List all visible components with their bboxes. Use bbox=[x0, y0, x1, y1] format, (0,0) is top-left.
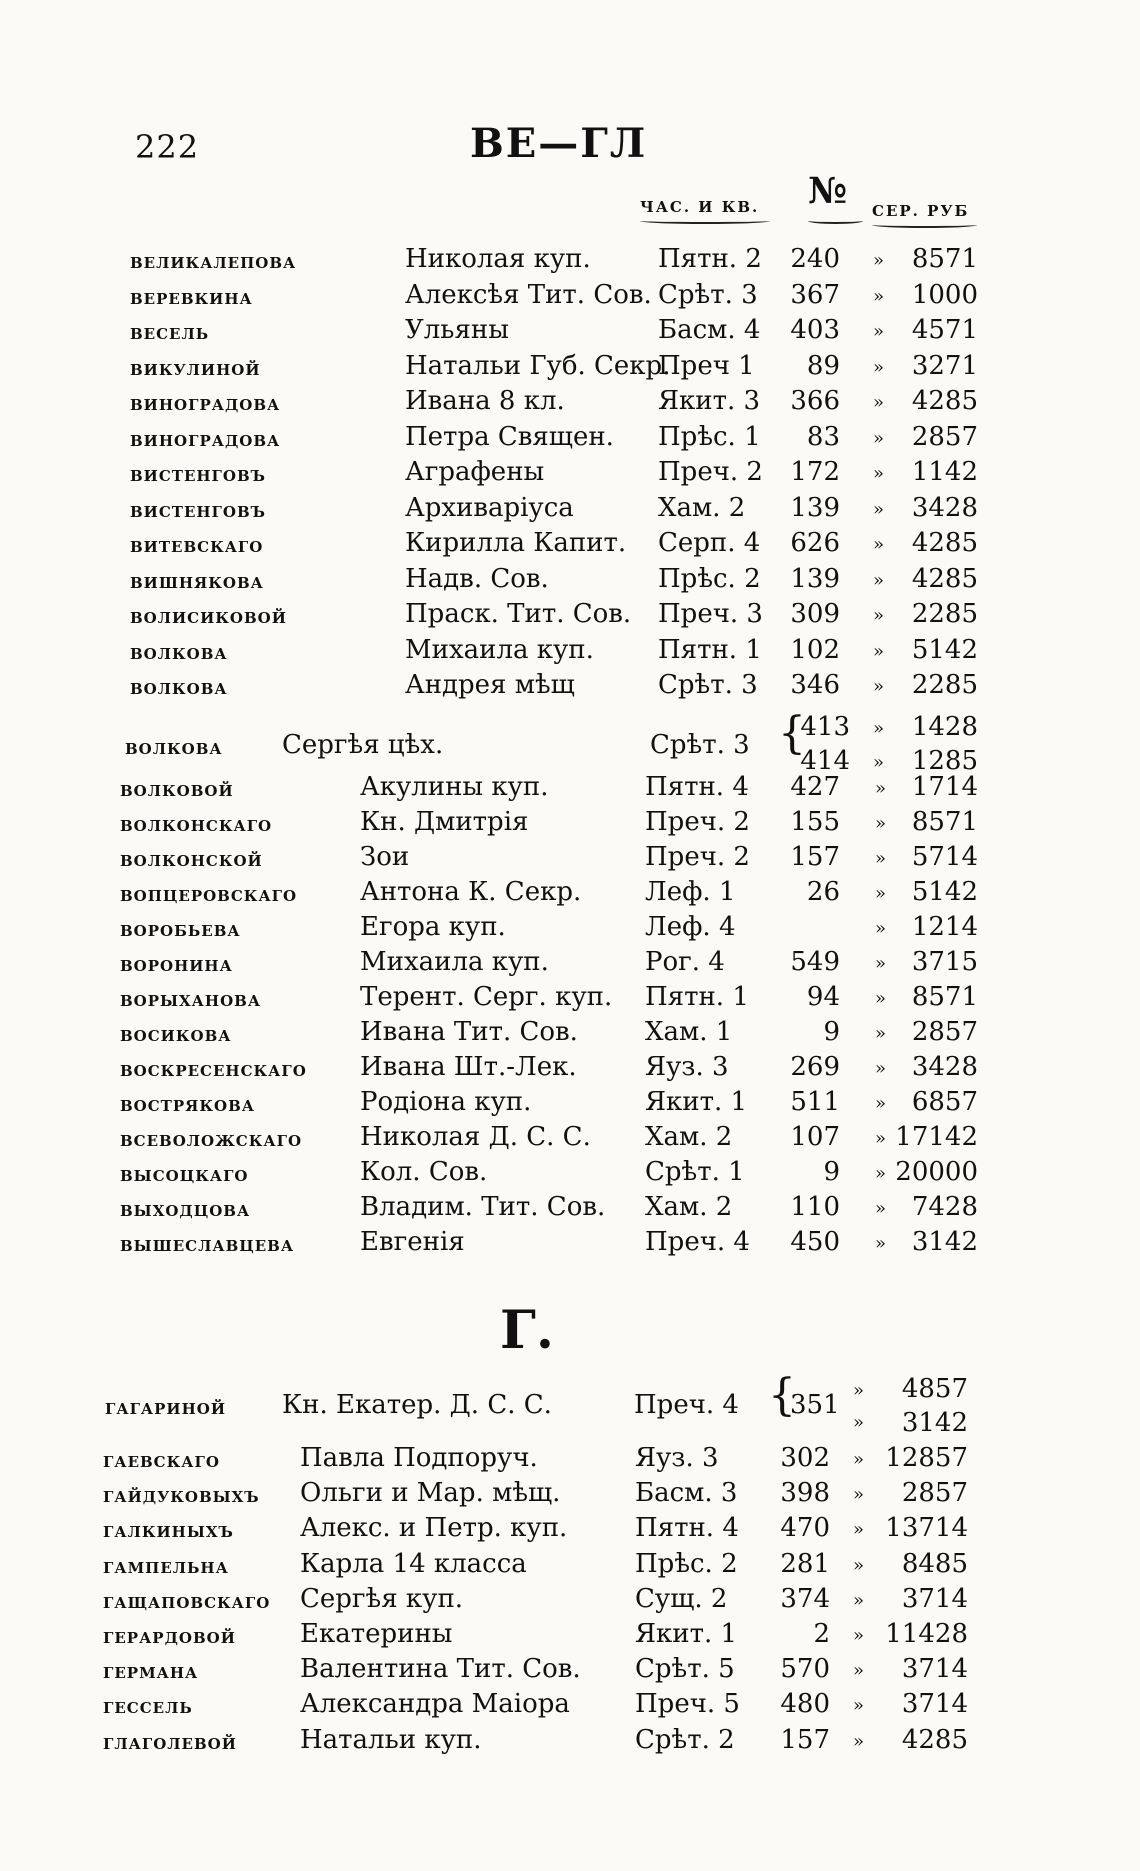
header-brace bbox=[808, 218, 863, 224]
list-item bbox=[0, 493, 1140, 527]
entry-given: Николая куп. bbox=[405, 244, 591, 274]
entry-number: 626 bbox=[790, 528, 840, 558]
entry-number: 374 bbox=[780, 1583, 830, 1614]
entry-surname: веревкина bbox=[130, 283, 253, 310]
entry-amount: 3271 bbox=[911, 350, 978, 381]
entry-number: 351 bbox=[790, 1390, 840, 1420]
entry-part: Хам. 2 bbox=[658, 492, 746, 523]
entry-part: Срѣт. 3 bbox=[658, 279, 758, 310]
entry-amount: 3714 bbox=[901, 1583, 968, 1614]
entry-amount: 13714 bbox=[885, 1513, 968, 1544]
entry-amount: 3714 bbox=[901, 1689, 968, 1720]
entry-given: Владим. Тит. Сов. bbox=[360, 1192, 606, 1222]
entry-surname: галкиныхъ bbox=[103, 1517, 234, 1544]
entry-surname: виноградова bbox=[130, 425, 281, 452]
entry-amount: 1285 bbox=[911, 746, 978, 776]
ditto-mark: » bbox=[853, 1519, 865, 1541]
page-number: 222 bbox=[135, 128, 200, 166]
ditto-mark: » bbox=[873, 356, 885, 378]
ditto-mark: » bbox=[875, 1058, 887, 1079]
entry-number: 102 bbox=[790, 634, 840, 665]
entry-number: 269 bbox=[790, 1052, 840, 1082]
entry-given: Акулины куп. bbox=[360, 772, 549, 802]
entry-given: Родіона куп. bbox=[360, 1087, 532, 1117]
entry-amount: 6857 bbox=[911, 1087, 978, 1117]
column-header-part: ЧАС. И КВ. bbox=[640, 198, 760, 216]
entry-given: Сергѣя цѣх. bbox=[282, 730, 444, 760]
ditto-mark: » bbox=[875, 918, 887, 939]
entry-surname: великалепова bbox=[130, 248, 297, 274]
entry-given: Кн. Екатер. Д. С. С. bbox=[282, 1390, 552, 1420]
list-item bbox=[0, 422, 1140, 456]
entry-number: 9 bbox=[823, 1017, 840, 1047]
entry-surname: виноградова bbox=[130, 390, 281, 416]
entry-number: 480 bbox=[780, 1689, 830, 1720]
entry-part: Хам. 2 bbox=[645, 1122, 733, 1152]
list-item bbox=[0, 982, 1140, 1016]
entry-part: Преч. 2 bbox=[658, 457, 763, 487]
entry-number: 9 bbox=[823, 1157, 840, 1187]
entry-amount: 1428 bbox=[911, 712, 978, 742]
entry-surname: викулиной bbox=[130, 354, 261, 381]
entry-number: 450 bbox=[790, 1227, 840, 1257]
list-item bbox=[0, 244, 1140, 278]
ditto-mark: » bbox=[853, 1660, 865, 1682]
entry-given: Петра Священ. bbox=[405, 421, 614, 452]
entry-surname: выходцова bbox=[120, 1196, 251, 1222]
ditto-mark: » bbox=[853, 1380, 865, 1401]
ditto-mark: » bbox=[873, 321, 885, 342]
entry-given: Николая Д. С. С. bbox=[360, 1122, 591, 1152]
entry-amount: 17142 bbox=[895, 1122, 978, 1152]
entry-number: 2 bbox=[813, 1619, 830, 1649]
entry-part: Преч. 5 bbox=[635, 1689, 740, 1720]
ditto-mark: » bbox=[875, 953, 887, 974]
entry-number: 89 bbox=[806, 350, 840, 381]
entry-amount: 2857 bbox=[901, 1478, 968, 1509]
ditto-mark: » bbox=[873, 752, 885, 773]
entry-part: Яуз. 3 bbox=[645, 1052, 729, 1082]
entry-number: 26 bbox=[806, 877, 840, 907]
entry-given: Андрея мѣщ bbox=[405, 670, 575, 700]
entry-number: 240 bbox=[790, 244, 840, 274]
list-item bbox=[0, 1192, 1140, 1226]
entry-part: Прѣс. 2 bbox=[635, 1548, 738, 1579]
entry-surname: гаевскаго bbox=[103, 1447, 220, 1473]
entry-amount: 2857 bbox=[911, 1017, 978, 1047]
ditto-mark: » bbox=[873, 640, 885, 662]
brace-mark: { bbox=[778, 708, 806, 759]
entry-part: Пятн. 2 bbox=[658, 244, 762, 274]
entry-given: Антона К. Секр. bbox=[360, 877, 582, 907]
entry-part: Преч. 2 bbox=[645, 807, 750, 837]
entry-number: 398 bbox=[780, 1478, 830, 1509]
entry-part: Преч. 2 bbox=[645, 842, 750, 872]
ditto-mark: » bbox=[875, 1163, 887, 1184]
entry-part: Срѣт. 3 bbox=[650, 730, 750, 760]
entry-amount: 12857 bbox=[885, 1443, 968, 1473]
ditto-mark: » bbox=[853, 1695, 865, 1717]
ditto-mark: » bbox=[853, 1554, 865, 1576]
list-item bbox=[0, 1443, 1140, 1477]
list-item bbox=[0, 280, 1140, 314]
entry-surname: воронина bbox=[120, 951, 233, 977]
entry-number: 346 bbox=[790, 670, 840, 700]
list-item bbox=[0, 386, 1140, 420]
entry-part: Серп. 4 bbox=[658, 528, 761, 558]
entry-surname: вопцеровскаго bbox=[120, 881, 298, 907]
list-item bbox=[0, 1689, 1140, 1723]
list-item bbox=[0, 1619, 1140, 1653]
entry-part: Пятн. 1 bbox=[645, 982, 749, 1012]
list-item bbox=[0, 807, 1140, 841]
entry-surname: волконскаго bbox=[120, 811, 273, 837]
entry-given: Натальи Губ. Секр. bbox=[405, 350, 671, 381]
entry-surname: витевскаго bbox=[130, 532, 264, 558]
entry-surname: волковой bbox=[120, 776, 234, 802]
entry-surname: вышеславцева bbox=[120, 1231, 295, 1257]
entry-amount: 5142 bbox=[911, 877, 978, 907]
entry-amount: 3428 bbox=[911, 1052, 978, 1082]
entry-amount: 5714 bbox=[911, 842, 978, 872]
entry-given: Сергѣя куп. bbox=[300, 1583, 464, 1614]
entry-part: Яуз. 3 bbox=[635, 1443, 719, 1473]
list-item bbox=[0, 564, 1140, 598]
entry-number: 157 bbox=[790, 842, 840, 872]
ditto-mark: » bbox=[853, 1730, 865, 1752]
entry-part: Якит. 3 bbox=[658, 386, 761, 416]
entry-amount: 20000 bbox=[895, 1157, 978, 1187]
entry-part: Пятн. 4 bbox=[635, 1513, 739, 1544]
entry-number: 172 bbox=[790, 457, 840, 487]
entry-number: 83 bbox=[806, 421, 840, 452]
list-item bbox=[0, 772, 1140, 806]
entry-given: Надв. Сов. bbox=[405, 563, 549, 594]
entry-amount: 3714 bbox=[901, 1654, 968, 1685]
entry-number: 511 bbox=[790, 1087, 840, 1117]
entry-surname: волкова bbox=[125, 734, 223, 760]
entry-part: Леф. 1 bbox=[645, 877, 736, 907]
ditto-mark: » bbox=[873, 463, 885, 484]
column-header-number: № bbox=[808, 170, 848, 212]
entry-part: Преч 1 bbox=[658, 350, 755, 381]
ditto-mark: » bbox=[875, 813, 887, 834]
list-item bbox=[0, 1052, 1140, 1086]
entry-surname: гагариной bbox=[105, 1394, 227, 1420]
ditto-mark: » bbox=[853, 1625, 865, 1646]
entry-number: 570 bbox=[780, 1654, 830, 1685]
list-item bbox=[0, 1017, 1140, 1051]
entry-amount: 1142 bbox=[911, 457, 978, 487]
entry-given: Егора куп. bbox=[360, 912, 506, 942]
entry-number: 403 bbox=[790, 315, 840, 345]
entry-given: Терент. Серг. куп. bbox=[360, 982, 613, 1012]
ditto-mark: » bbox=[853, 1412, 865, 1433]
ditto-mark: » bbox=[875, 1023, 887, 1044]
ditto-mark: » bbox=[873, 605, 885, 626]
entry-given: Натальи куп. bbox=[300, 1724, 482, 1755]
entry-part: Срѣт. 5 bbox=[635, 1654, 735, 1685]
list-item bbox=[0, 351, 1140, 385]
ditto-mark: » bbox=[873, 718, 885, 739]
entry-number: 414 bbox=[800, 746, 850, 776]
list-item bbox=[0, 1584, 1140, 1618]
entry-part: Срѣт. 2 bbox=[635, 1724, 735, 1755]
brace-mark: { bbox=[768, 1370, 796, 1421]
ditto-mark: » bbox=[873, 285, 885, 307]
list-item bbox=[0, 1087, 1140, 1121]
entry-part: Пятн. 1 bbox=[658, 634, 762, 665]
list-item bbox=[0, 528, 1140, 562]
list-item bbox=[0, 1549, 1140, 1583]
entry-amount: 8571 bbox=[911, 982, 978, 1012]
entry-part: Якит. 1 bbox=[645, 1087, 748, 1117]
entry-surname: вистенговъ bbox=[130, 496, 267, 523]
entry-surname: волкова bbox=[130, 638, 228, 665]
ditto-mark: » bbox=[873, 250, 885, 271]
entry-given: Михаила куп. bbox=[405, 634, 594, 665]
entry-surname: ворыханова bbox=[120, 986, 262, 1012]
entry-given: Кирилла Капит. bbox=[405, 528, 627, 558]
entry-surname: волконской bbox=[120, 846, 263, 872]
entry-number: 110 bbox=[790, 1192, 840, 1222]
list-item bbox=[0, 457, 1140, 491]
entry-amount: 4285 bbox=[911, 528, 978, 558]
entry-part: Прѣс. 2 bbox=[658, 563, 761, 594]
entry-number: 139 bbox=[790, 492, 840, 523]
entry-amount: 3715 bbox=[911, 947, 978, 977]
entry-given: Ивана Тит. Сов. bbox=[360, 1017, 578, 1047]
entry-amount: 4285 bbox=[911, 386, 978, 416]
list-item bbox=[0, 1725, 1140, 1759]
entry-amount: 7428 bbox=[911, 1192, 978, 1222]
entry-surname: глаголевой bbox=[103, 1728, 237, 1755]
entry-given: Валентина Тит. Сов. bbox=[300, 1654, 581, 1685]
entry-given: Евгенія bbox=[360, 1227, 465, 1257]
entry-amount: 2285 bbox=[911, 599, 978, 629]
running-head: ВЕ—ГЛ bbox=[470, 120, 648, 167]
entry-part: Якит. 1 bbox=[635, 1619, 738, 1649]
entry-given: Праск. Тит. Сов. bbox=[405, 599, 632, 629]
entry-part: Пятн. 4 bbox=[645, 772, 749, 802]
entry-number: 157 bbox=[780, 1724, 830, 1755]
entry-amount: 11428 bbox=[885, 1619, 968, 1649]
entry-surname: весель bbox=[130, 319, 210, 345]
entry-given: Павла Подпоруч. bbox=[300, 1443, 538, 1473]
entry-number: 107 bbox=[790, 1122, 840, 1152]
entry-amount: 4571 bbox=[911, 315, 978, 345]
ditto-mark: » bbox=[873, 569, 885, 591]
entry-surname: гащаповскаго bbox=[103, 1587, 271, 1614]
entry-part: Басм. 3 bbox=[635, 1478, 738, 1509]
entry-number: 413 bbox=[800, 712, 850, 742]
list-item bbox=[0, 1122, 1140, 1156]
entry-given: Кн. Дмитрія bbox=[360, 807, 529, 837]
list-item bbox=[0, 842, 1140, 876]
entry-given: Кол. Сов. bbox=[360, 1157, 488, 1187]
entry-amount: 1000 bbox=[911, 279, 978, 310]
ditto-mark: » bbox=[875, 778, 887, 799]
entry-given: Архиваріуса bbox=[405, 492, 574, 523]
entry-amount: 8485 bbox=[901, 1548, 968, 1579]
entry-part: Сущ. 2 bbox=[635, 1583, 728, 1614]
entry-surname: вишнякова bbox=[130, 567, 264, 594]
list-item bbox=[0, 1513, 1140, 1547]
entry-surname: волкова bbox=[130, 674, 228, 700]
entry-part: Прѣс. 1 bbox=[658, 421, 761, 452]
entry-number: 549 bbox=[790, 947, 840, 977]
entry-part: Преч. 4 bbox=[645, 1227, 750, 1257]
ditto-mark: » bbox=[853, 1589, 865, 1611]
list-item bbox=[0, 1478, 1140, 1512]
entry-number: 139 bbox=[790, 563, 840, 594]
list-item bbox=[0, 877, 1140, 911]
entry-part: Срѣт. 1 bbox=[645, 1157, 745, 1187]
list-item bbox=[0, 1227, 1140, 1261]
entry-part: Рог. 4 bbox=[645, 947, 725, 977]
ditto-mark: » bbox=[875, 1128, 887, 1149]
entry-given: Михаила куп. bbox=[360, 947, 549, 977]
entry-surname: герардовой bbox=[103, 1623, 236, 1649]
list-item bbox=[0, 315, 1140, 349]
list-item bbox=[0, 1654, 1140, 1688]
entry-amount: 8571 bbox=[911, 807, 978, 837]
entry-amount: 4857 bbox=[901, 1374, 968, 1404]
entry-given: Зои bbox=[360, 842, 410, 872]
list-item bbox=[0, 912, 1140, 946]
entry-given: Екатерины bbox=[300, 1619, 453, 1649]
ditto-mark: » bbox=[875, 1233, 887, 1254]
entry-amount: 3142 bbox=[911, 1227, 978, 1257]
entry-given: Ивана Шт.-Лек. bbox=[360, 1052, 577, 1082]
entry-amount: 1714 bbox=[911, 772, 978, 802]
list-item bbox=[0, 670, 1140, 704]
entry-amount: 2285 bbox=[911, 670, 978, 700]
ditto-mark: » bbox=[853, 1484, 865, 1506]
entry-number: 155 bbox=[790, 807, 840, 837]
entry-amount: 8571 bbox=[911, 244, 978, 274]
entry-part: Леф. 4 bbox=[645, 912, 736, 942]
entry-surname: германа bbox=[103, 1658, 199, 1685]
entry-given: Ивана 8 кл. bbox=[405, 386, 565, 416]
entry-given: Ольги и Мар. мѣщ. bbox=[300, 1478, 561, 1509]
ditto-mark: » bbox=[873, 534, 885, 555]
entry-surname: восикова bbox=[120, 1021, 232, 1047]
entry-given: Александра Маіора bbox=[300, 1689, 570, 1720]
header-brace bbox=[640, 218, 770, 224]
list-item bbox=[0, 599, 1140, 633]
entry-surname: воскресенскаго bbox=[120, 1056, 307, 1082]
entry-amount: 4285 bbox=[911, 563, 978, 594]
entry-part: Срѣт. 3 bbox=[658, 670, 758, 700]
ditto-mark: » bbox=[873, 427, 885, 449]
entry-number: 470 bbox=[780, 1513, 830, 1544]
entry-amount: 5142 bbox=[911, 634, 978, 665]
ditto-mark: » bbox=[875, 883, 887, 904]
ditto-mark: » bbox=[873, 676, 885, 697]
entry-amount: 2857 bbox=[911, 421, 978, 452]
entry-part: Преч. 4 bbox=[634, 1390, 739, 1420]
entry-number: 281 bbox=[780, 1548, 830, 1579]
entry-number: 367 bbox=[790, 279, 840, 310]
header-brace bbox=[872, 222, 977, 228]
entry-number: 94 bbox=[806, 982, 840, 1012]
entry-amount: 3142 bbox=[901, 1408, 968, 1438]
entry-surname: гессель bbox=[103, 1693, 193, 1720]
entry-part: Преч. 3 bbox=[658, 599, 763, 629]
entry-number: 427 bbox=[790, 772, 840, 802]
list-item bbox=[0, 1370, 1140, 1444]
entry-given: Аграфены bbox=[405, 457, 545, 487]
ditto-mark: » bbox=[853, 1449, 865, 1470]
entry-surname: вистенговъ bbox=[130, 461, 267, 487]
entry-given: Алексѣя Тит. Сов. bbox=[405, 279, 652, 310]
entry-number: 366 bbox=[790, 386, 840, 416]
entry-surname: волисиковой bbox=[130, 603, 287, 629]
entry-amount: 3428 bbox=[911, 492, 978, 523]
list-item bbox=[0, 635, 1140, 669]
entry-surname: гайдуковыхъ bbox=[103, 1482, 260, 1509]
entry-number: 309 bbox=[790, 599, 840, 629]
entry-amount: 4285 bbox=[901, 1724, 968, 1755]
ditto-mark: » bbox=[873, 498, 885, 520]
list-item bbox=[0, 947, 1140, 981]
entry-surname: вострякова bbox=[120, 1091, 255, 1117]
entry-surname: воробьева bbox=[120, 916, 241, 942]
entry-given: Алекс. и Петр. куп. bbox=[300, 1513, 568, 1544]
entry-given: Карла 14 класса bbox=[300, 1548, 527, 1579]
entry-surname: гампельна bbox=[103, 1552, 229, 1579]
ditto-mark: » bbox=[875, 1093, 887, 1114]
ditto-mark: » bbox=[875, 848, 887, 869]
entry-surname: высоцкаго bbox=[120, 1161, 249, 1187]
entry-number: 302 bbox=[780, 1443, 830, 1473]
column-header-amount: СЕР. РУБ bbox=[872, 202, 970, 220]
ditto-mark: » bbox=[873, 392, 885, 413]
entry-part: Хам. 2 bbox=[645, 1192, 733, 1222]
entry-given: Ульяны bbox=[405, 315, 509, 345]
entry-part: Хам. 1 bbox=[645, 1017, 733, 1047]
ditto-mark: » bbox=[875, 1198, 887, 1219]
section-letter: Г. bbox=[500, 1300, 555, 1361]
entry-amount: 1214 bbox=[911, 912, 978, 942]
ditto-mark: » bbox=[875, 988, 887, 1009]
list-item bbox=[0, 1157, 1140, 1191]
entry-surname: всеволожскаго bbox=[120, 1126, 303, 1152]
entry-part: Басм. 4 bbox=[658, 315, 761, 345]
